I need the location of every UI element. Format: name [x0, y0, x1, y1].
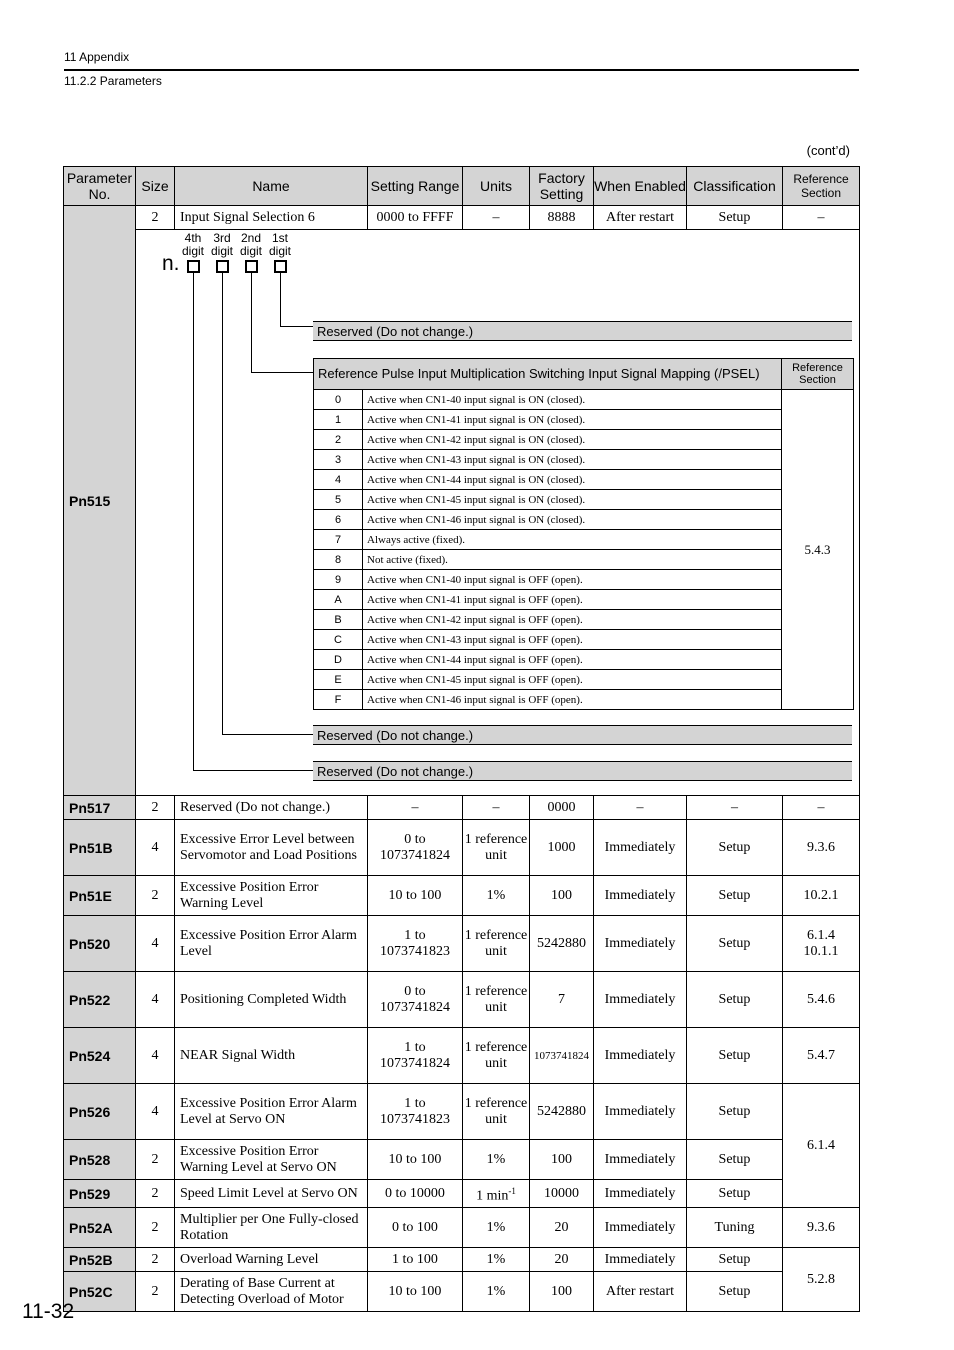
name-cell: Excessive Error Level between Servomotor and Load Positions — [175, 820, 368, 876]
when-cell: Immediately — [594, 820, 687, 876]
param-no-cell: Pn52A — [64, 1208, 136, 1248]
factory-cell: 5242880 — [530, 916, 594, 972]
option-row — [314, 610, 854, 630]
range-cell: 1 to 1073741823 — [368, 916, 463, 972]
units-cell: 1 reference unit — [463, 1084, 530, 1140]
col-factory-setting: Factory Setting — [530, 167, 594, 206]
option-value: 2 — [314, 430, 363, 450]
size-cell: 4 — [136, 1084, 175, 1140]
digit-label-text: 3rd digit — [210, 231, 233, 258]
table-row — [64, 206, 860, 230]
table-row — [64, 876, 860, 916]
ref-text: 10.2.1 — [803, 887, 839, 903]
size-cell: 2 — [136, 1272, 175, 1312]
units-cell: 1% — [463, 876, 530, 916]
when-cell: Immediately — [594, 1248, 687, 1272]
size-cell: 2 — [136, 1208, 175, 1248]
class-cell: Setup — [687, 916, 783, 972]
option-description: Active when CN1-45 input signal is OFF (open). — [363, 670, 782, 690]
digit-label-text: 4th digit — [181, 231, 204, 258]
units-text: 1 min — [476, 1188, 509, 1204]
ref-text: 5.4.6 — [807, 991, 835, 1007]
size-cell: 2 — [136, 1180, 175, 1208]
range-cell: 0 to 1073741824 — [368, 820, 463, 876]
digit2-header: Reference Pulse Input Multiplication Switching Input Signal Mapping (/PSEL) — [314, 359, 782, 390]
option-value: F — [314, 690, 363, 710]
col-when-enabled: When Enabled — [594, 167, 687, 206]
table-row — [64, 1208, 860, 1248]
units-cell: 1% — [463, 1208, 530, 1248]
range-cell: 0 to 1073741824 — [368, 972, 463, 1028]
when-cell: Immediately — [594, 1208, 687, 1248]
factory-cell: 1000 — [530, 820, 594, 876]
option-description: Active when CN1-41 input signal is OFF (open). — [363, 590, 782, 610]
leader-line — [280, 273, 281, 326]
option-row — [314, 630, 854, 650]
size-cell: 2 — [136, 876, 175, 916]
digit-label-text: 2nd digit — [239, 231, 262, 258]
size-cell: 4 — [136, 820, 175, 876]
table-row — [64, 1084, 860, 1140]
units-exponent: -1 — [508, 1185, 516, 1196]
ref-cell — [783, 796, 860, 820]
digit-box-1st — [274, 260, 287, 273]
table-row — [64, 796, 860, 820]
name-cell: Derating of Base Current at Detecting Overload of Motor — [175, 1272, 368, 1312]
param-no-cell: Pn526 — [64, 1084, 136, 1140]
name-cell: Excessive Position Error Alarm Level at Servo ON — [175, 1084, 368, 1140]
ref-text: 9.3.6 — [807, 839, 835, 855]
when-cell: Immediately — [594, 1084, 687, 1140]
digit2-header-row — [314, 359, 854, 390]
units-cell: 1% — [463, 1272, 530, 1312]
range-cell: 0000 to FFFF — [368, 206, 463, 230]
param-no-cell: Pn517 — [64, 796, 136, 820]
size-cell: 2 — [136, 206, 175, 230]
option-value: C — [314, 630, 363, 650]
digit2-reference: 5.4.3 — [782, 390, 854, 710]
range-cell: 1 to 1073741823 — [368, 1084, 463, 1140]
table-row — [64, 230, 860, 796]
option-description: Always active (fixed). — [363, 530, 782, 550]
when-cell: After restart — [594, 206, 687, 230]
name-cell: Reserved (Do not change.) — [175, 796, 368, 820]
ref-text: 6.1.4 — [807, 927, 835, 943]
n-prefix: n. — [162, 252, 180, 275]
header-rule — [64, 69, 859, 71]
ref-cell — [783, 1084, 860, 1208]
option-row — [314, 650, 854, 670]
option-description: Active when CN1-40 input signal is OFF (open). — [363, 570, 782, 590]
factory-cell: 0000 — [530, 796, 594, 820]
option-row — [314, 390, 854, 410]
class-cell: Setup — [687, 1140, 783, 1180]
range-cell: 10 to 100 — [368, 876, 463, 916]
option-row — [314, 690, 854, 710]
name-cell: Overload Warning Level — [175, 1248, 368, 1272]
units-cell: – — [463, 796, 530, 820]
size-cell: 2 — [136, 1248, 175, 1272]
option-value: B — [314, 610, 363, 630]
page-number: 11-32 — [22, 1300, 75, 1323]
param-no-cell: Pn515 — [64, 206, 136, 796]
option-row — [314, 510, 854, 530]
name-cell: Positioning Completed Width — [175, 972, 368, 1028]
ref-text: 5.4.7 — [807, 1047, 835, 1063]
factory-cell: 8888 — [530, 206, 594, 230]
range-cell: – — [368, 796, 463, 820]
class-cell: Setup — [687, 1084, 783, 1140]
factory-cell: 100 — [530, 1272, 594, 1312]
name-cell: Speed Limit Level at Servo ON — [175, 1180, 368, 1208]
leader-line — [251, 372, 313, 373]
name-cell: Multiplier per One Fully-closed Rotation — [175, 1208, 368, 1248]
name-cell: NEAR Signal Width — [175, 1028, 368, 1084]
option-value: 4 — [314, 470, 363, 490]
option-description: Active when CN1-44 input signal is OFF (open). — [363, 650, 782, 670]
option-row — [314, 570, 854, 590]
units-cell: – — [463, 206, 530, 230]
option-value: D — [314, 650, 363, 670]
option-description: Active when CN1-44 input signal is ON (closed). — [363, 470, 782, 490]
option-row — [314, 410, 854, 430]
when-cell: – — [594, 796, 687, 820]
param-no-cell: Pn524 — [64, 1028, 136, 1084]
factory-cell: 5242880 — [530, 1084, 594, 1140]
class-cell: Setup — [687, 876, 783, 916]
ref-text: 6.1.4 — [807, 1137, 835, 1153]
digit-label-1st — [263, 232, 297, 258]
table-header-row — [64, 167, 860, 206]
range-cell: 10 to 100 — [368, 1272, 463, 1312]
option-value: 3 — [314, 450, 363, 470]
option-value: E — [314, 670, 363, 690]
param-no-cell: Pn522 — [64, 972, 136, 1028]
option-value: 6 — [314, 510, 363, 530]
units-cell: 1% — [463, 1248, 530, 1272]
name-cell: Excessive Position Error Warning Level at Servo ON — [175, 1140, 368, 1180]
table-row — [64, 1028, 860, 1084]
ref-text: 5.2.8 — [807, 1271, 835, 1287]
digit-box-4th — [187, 260, 200, 273]
name-cell: Excessive Position Error Warning Level — [175, 876, 368, 916]
param-no-cell: Pn52B — [64, 1248, 136, 1272]
class-cell: Setup — [687, 1180, 783, 1208]
table-row — [64, 916, 860, 972]
option-row — [314, 670, 854, 690]
ref-text: 10.1.1 — [803, 943, 839, 959]
digit-box-3rd — [216, 260, 229, 273]
units-cell: 1 reference unit — [463, 972, 530, 1028]
leader-line — [222, 734, 313, 735]
param-no-cell: Pn520 — [64, 916, 136, 972]
param-no-cell: Pn529 — [64, 1180, 136, 1208]
size-cell: 4 — [136, 1028, 175, 1084]
option-value: 0 — [314, 390, 363, 410]
option-value: 8 — [314, 550, 363, 570]
leader-line — [222, 273, 223, 734]
factory-cell: 20 — [530, 1208, 594, 1248]
when-cell: After restart — [594, 1272, 687, 1312]
class-cell: Setup — [687, 206, 783, 230]
class-cell: – — [687, 796, 783, 820]
option-description: Not active (fixed). — [363, 550, 782, 570]
parameter-table — [63, 166, 860, 1312]
ref-cell — [783, 1208, 860, 1248]
option-row — [314, 550, 854, 570]
option-description: Active when CN1-45 input signal is ON (closed). — [363, 490, 782, 510]
leader-line — [251, 273, 252, 372]
factory-cell: 20 — [530, 1248, 594, 1272]
class-cell: Setup — [687, 820, 783, 876]
col-setting-range: Setting Range — [368, 167, 463, 206]
when-cell: Immediately — [594, 916, 687, 972]
ref-cell — [783, 1028, 860, 1084]
col-units: Units — [463, 167, 530, 206]
ref-cell — [783, 916, 860, 972]
ref-cell — [783, 1248, 860, 1312]
range-cell: 1 to 100 — [368, 1248, 463, 1272]
size-cell: 4 — [136, 972, 175, 1028]
units-cell: 1 reference unit — [463, 820, 530, 876]
range-cell: 10 to 100 — [368, 1140, 463, 1180]
class-cell: Setup — [687, 1028, 783, 1084]
option-row — [314, 430, 854, 450]
table-row — [64, 1180, 860, 1208]
table-row — [64, 1248, 860, 1272]
param-no-cell: Pn51B — [64, 820, 136, 876]
col-size: Size — [136, 167, 175, 206]
factory-cell: 100 — [530, 1140, 594, 1180]
option-description: Active when CN1-46 input signal is ON (closed). — [363, 510, 782, 530]
leader-line — [280, 326, 313, 327]
ref-text: – — [817, 799, 825, 815]
option-value: 1 — [314, 410, 363, 430]
param-no-cell: Pn528 — [64, 1140, 136, 1180]
option-row — [314, 590, 854, 610]
factory-cell: 10000 — [530, 1180, 594, 1208]
class-cell: Setup — [687, 1272, 783, 1312]
name-cell: Excessive Position Error Alarm Level — [175, 916, 368, 972]
option-row — [314, 530, 854, 550]
digit2-ref-header: Reference Section — [782, 359, 854, 390]
pn515-detail — [136, 230, 860, 796]
when-cell: Immediately — [594, 1140, 687, 1180]
when-cell: Immediately — [594, 972, 687, 1028]
option-description: Active when CN1-41 input signal is ON (closed). — [363, 410, 782, 430]
ref-cell — [783, 876, 860, 916]
ref-cell — [783, 820, 860, 876]
units-cell: 1 reference unit — [463, 916, 530, 972]
when-cell: Immediately — [594, 876, 687, 916]
section-header: 11.2.2 Parameters — [64, 74, 162, 88]
col-classification: Classification — [687, 167, 783, 206]
ref-cell: – — [783, 206, 860, 230]
option-value: A — [314, 590, 363, 610]
table-row — [64, 820, 860, 876]
factory-cell: 1073741824 — [530, 1028, 594, 1084]
class-cell: Setup — [687, 1248, 783, 1272]
option-description: Active when CN1-42 input signal is OFF (open). — [363, 610, 782, 630]
range-cell: 1 to 1073741824 — [368, 1028, 463, 1084]
class-cell: Tuning — [687, 1208, 783, 1248]
when-cell: Immediately — [594, 1028, 687, 1084]
option-value: 9 — [314, 570, 363, 590]
ref-text: 9.3.6 — [807, 1219, 835, 1235]
option-row — [314, 470, 854, 490]
chapter-header: 11 Appendix — [64, 50, 130, 64]
table-row — [64, 1272, 860, 1312]
digit3-reserved: Reserved (Do not change.) — [313, 725, 852, 745]
name-cell: Input Signal Selection 6 — [175, 206, 368, 230]
size-cell: 2 — [136, 796, 175, 820]
option-description: Active when CN1-43 input signal is ON (closed). — [363, 450, 782, 470]
option-description: Active when CN1-40 input signal is ON (closed). — [363, 390, 782, 410]
ref-cell — [783, 972, 860, 1028]
class-cell: Setup — [687, 972, 783, 1028]
leader-line — [193, 770, 313, 771]
option-value: 7 — [314, 530, 363, 550]
size-cell: 2 — [136, 1140, 175, 1180]
table-row — [64, 972, 860, 1028]
col-param-no: Parameter No. — [64, 167, 136, 206]
param-no-cell: Pn52C — [64, 1272, 136, 1312]
when-cell: Immediately — [594, 1180, 687, 1208]
factory-cell: 100 — [530, 876, 594, 916]
size-cell: 4 — [136, 916, 175, 972]
option-description: Active when CN1-46 input signal is OFF (open). — [363, 690, 782, 710]
digit4-reserved: Reserved (Do not change.) — [313, 761, 852, 781]
col-reference-section: Reference Section — [783, 167, 860, 206]
units-cell: 1% — [463, 1140, 530, 1180]
option-value: 5 — [314, 490, 363, 510]
continued-label: (cont’d) — [806, 143, 850, 158]
table-row — [64, 1140, 860, 1180]
option-row — [314, 490, 854, 510]
range-cell: 0 to 10000 — [368, 1180, 463, 1208]
factory-cell: 7 — [530, 972, 594, 1028]
leader-line — [193, 273, 194, 770]
param-no-cell: Pn51E — [64, 876, 136, 916]
units-cell — [463, 1180, 530, 1208]
digit-label-text: 1st digit — [268, 231, 291, 258]
digit-box-2nd — [245, 260, 258, 273]
units-cell: 1 reference unit — [463, 1028, 530, 1084]
digit1-reserved: Reserved (Do not change.) — [313, 321, 852, 341]
option-row — [314, 450, 854, 470]
range-cell: 0 to 100 — [368, 1208, 463, 1248]
col-name: Name — [175, 167, 368, 206]
option-description: Active when CN1-43 input signal is OFF (open). — [363, 630, 782, 650]
digit2-option-table — [313, 358, 854, 710]
option-description: Active when CN1-42 input signal is ON (closed). — [363, 430, 782, 450]
